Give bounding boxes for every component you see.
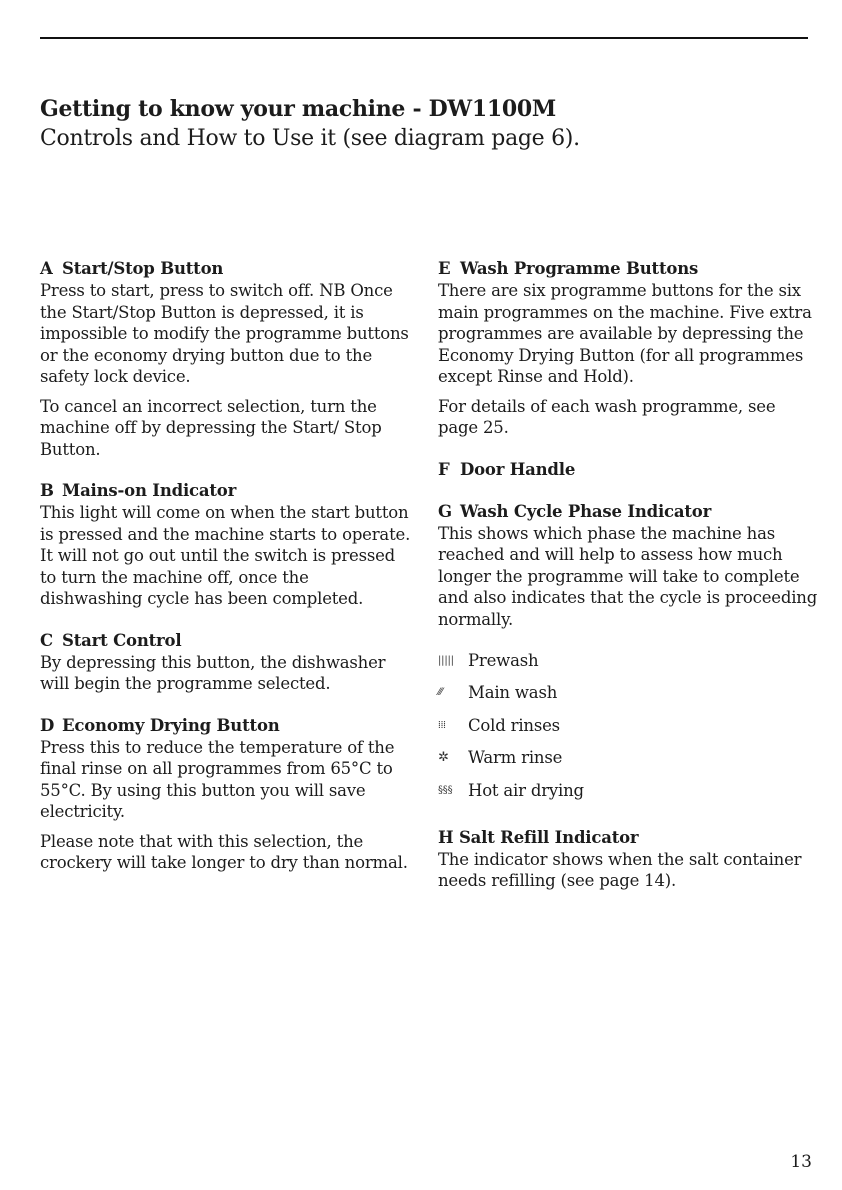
section-salt-refill-indicator bbox=[438, 827, 818, 892]
section-start-control bbox=[40, 630, 415, 695]
phase-item-cold-rinses bbox=[438, 709, 818, 742]
section-economy-drying-button bbox=[40, 715, 415, 874]
section-letter: H bbox=[438, 827, 454, 847]
page-title: Getting to know your machine - DW1100M bbox=[40, 96, 556, 122]
prewash-icon: ||||| bbox=[438, 654, 454, 666]
section-title: Wash Cycle Phase Indicator bbox=[460, 501, 712, 521]
phase-list bbox=[438, 644, 818, 807]
section-paragraph: This light will come on when the start button is pressed and the machine starts to operate. It will not go out until the switch is pressed to turn the machine off, once the dishwashing cycle has been completed. bbox=[40, 503, 411, 608]
section-letter: F bbox=[438, 459, 450, 479]
section-paragraph: The indicator shows when the salt container needs refilling (see page 14). bbox=[438, 849, 802, 890]
section-paragraph: By depressing this button, the dishwasher will begin the programme selected. bbox=[40, 652, 386, 693]
section-title: Wash Programme Buttons bbox=[460, 259, 699, 278]
section-letter: G bbox=[438, 501, 452, 521]
phase-item-prewash bbox=[438, 644, 818, 677]
phase-label: Warm rinse bbox=[468, 748, 563, 768]
section-paragraph: Please note that with this selection, the crockery will take longer to dry than normal. bbox=[40, 831, 408, 872]
top-rule bbox=[40, 37, 808, 39]
phase-item-warm-rinse bbox=[438, 742, 818, 775]
section-letter: D bbox=[40, 715, 55, 735]
section-paragraph: There are six programme buttons for the six main programmes on the machine. Five extra programmes are available by depressing the Economy Drying Button (for all programmes except Rinse and Hold). bbox=[438, 281, 812, 386]
phase-label: Hot air drying bbox=[468, 780, 584, 800]
section-paragraph: This shows which phase the machine has reached and will help to assess how much longer the programme will take to complete and also indicates that the cycle is proceeding normally. bbox=[438, 523, 818, 629]
section-title: Mains-on Indicator bbox=[62, 481, 237, 500]
section-heading bbox=[40, 715, 415, 737]
section-heading bbox=[438, 501, 818, 523]
section-heading bbox=[438, 827, 818, 849]
section-heading bbox=[40, 630, 415, 652]
phase-label: Prewash bbox=[468, 650, 539, 670]
section-title: Start/Stop Button bbox=[62, 259, 224, 278]
section-start-stop-button bbox=[40, 258, 415, 460]
section-heading bbox=[438, 258, 818, 280]
section-heading bbox=[438, 459, 818, 481]
section-title: Door Handle bbox=[460, 459, 576, 479]
section-title: Economy Drying Button bbox=[62, 715, 280, 735]
page-subtitle: Controls and How to Use it (see diagram page 6). bbox=[40, 126, 580, 151]
section-title: Salt Refill Indicator bbox=[458, 827, 639, 847]
section-letter: A bbox=[40, 259, 53, 278]
section-paragraph: Press to start, press to switch off. NB Once the Start/Stop Button is depressed, it is impossible to modify the programme buttons or the economy drying button due to the safety lock device. bbox=[40, 281, 409, 386]
phase-label: Main wash bbox=[468, 683, 558, 703]
section-letter: C bbox=[40, 630, 53, 650]
warm-rinse-icon: ✲ bbox=[438, 750, 449, 766]
main-wash-icon: ⁄⁄⁄ bbox=[438, 687, 443, 699]
right-column bbox=[438, 258, 818, 912]
page-number: 13 bbox=[790, 1152, 812, 1172]
section-wash-programme-buttons bbox=[438, 258, 818, 439]
phase-label: Cold rinses bbox=[468, 715, 560, 735]
section-mains-on-indicator bbox=[40, 480, 415, 610]
section-door-handle bbox=[438, 459, 818, 481]
left-column bbox=[40, 258, 415, 894]
section-wash-cycle-phase-indicator bbox=[438, 501, 818, 631]
section-title: Start Control bbox=[62, 630, 182, 650]
section-paragraph: To cancel an incorrect selection, turn the machine off by depressing the Start/ Stop Button. bbox=[40, 396, 382, 459]
section-paragraph: For details of each wash programme, see page 25. bbox=[438, 396, 776, 437]
hot-air-drying-icon: §§§ bbox=[438, 784, 453, 796]
section-letter: E bbox=[438, 259, 451, 278]
page-header bbox=[40, 94, 800, 154]
section-heading bbox=[40, 258, 415, 280]
phase-item-main-wash bbox=[438, 677, 818, 710]
section-letter: B bbox=[40, 481, 54, 500]
section-paragraph: Press this to reduce the temperature of the final rinse on all programmes from 65°C to 55°C. By using this button you will save electricity. bbox=[40, 737, 395, 821]
phase-item-hot-air-drying bbox=[438, 774, 818, 807]
section-heading bbox=[40, 480, 415, 502]
cold-rinses-icon: ⁞⁞⁞ bbox=[438, 719, 446, 731]
